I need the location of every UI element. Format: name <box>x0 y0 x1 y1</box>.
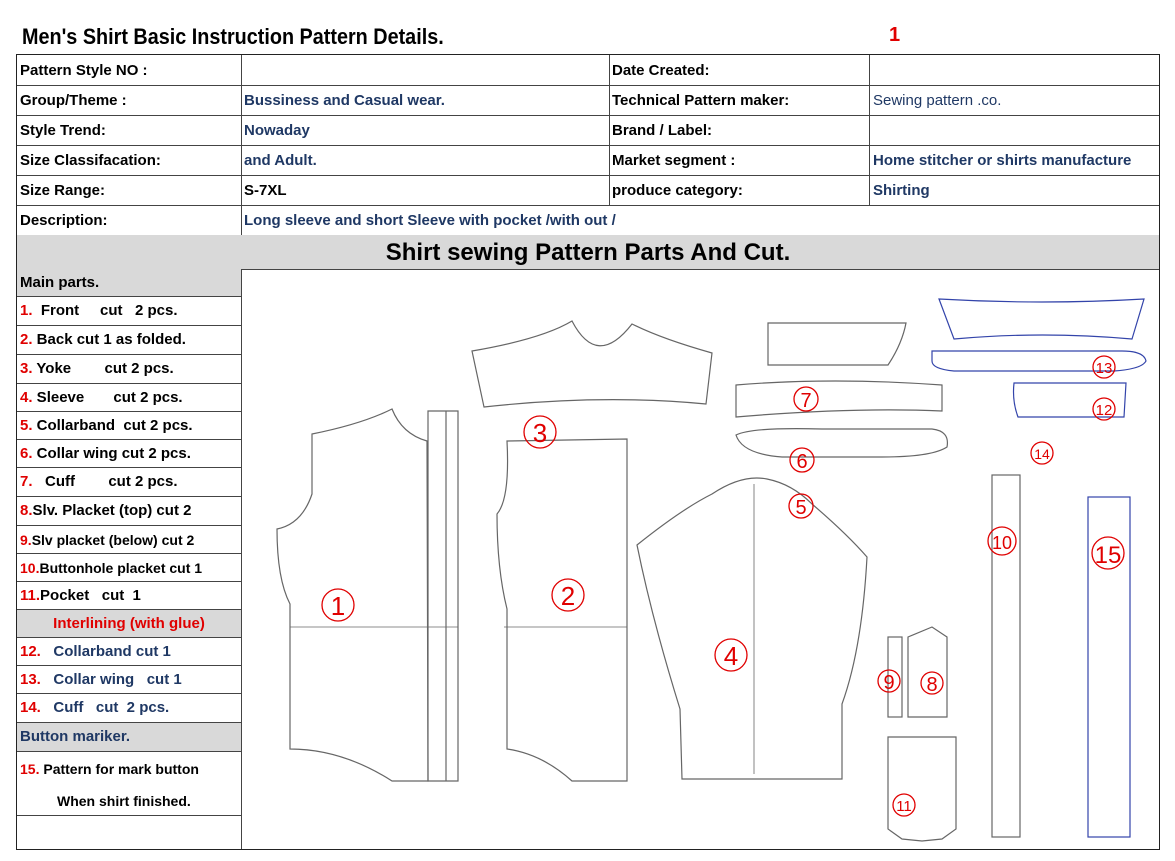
header-row-size-class <box>17 145 1159 176</box>
piece-label-1: 1 <box>330 591 346 621</box>
piece-sleeve <box>637 478 867 779</box>
description-value: Long sleeve and short Sleeve with pocket /with out / <box>244 212 616 229</box>
item-number: 6. <box>20 445 33 462</box>
header-value: Bussiness and Casual wear. <box>244 92 445 109</box>
header-value: Nowaday <box>244 122 310 139</box>
list-item <box>17 297 241 326</box>
item-number: 13. <box>20 671 41 688</box>
header-value-2 <box>873 55 1163 85</box>
header-row-description <box>17 205 1159 236</box>
piece-label-7: 7 <box>800 390 812 412</box>
button-marker-header: Button mariker. <box>17 723 241 752</box>
piece-yoke <box>472 321 712 407</box>
list-item <box>17 326 241 355</box>
piece-interlining-collar-wing <box>939 299 1144 339</box>
header-label-2: Technical Pattern maker: <box>612 92 790 109</box>
item-number: 10. <box>20 560 40 576</box>
header-label-2: Market segment : <box>612 152 736 169</box>
piece-collarband <box>736 429 947 457</box>
header-label-2: Date Created: <box>612 62 710 79</box>
list-item <box>17 384 241 412</box>
list-item <box>17 468 241 497</box>
document-title: Men's Shirt Basic Instruction Pattern Details. <box>22 24 444 49</box>
item-text: Collarband cut 1 <box>40 643 171 660</box>
list-item <box>17 582 241 610</box>
header-row-group-theme <box>17 85 1159 116</box>
item-number: 7. <box>20 473 33 490</box>
list-item <box>17 440 241 468</box>
item-number: 15. <box>20 761 40 777</box>
item-number: 9. <box>20 532 32 548</box>
list-item <box>17 666 241 694</box>
item-number: 3. <box>20 360 33 377</box>
piece-slv-placket-top <box>908 627 947 717</box>
pattern-drawing <box>242 269 1159 849</box>
item-text: Pattern for mark button <box>39 761 199 777</box>
header-row-style-trend <box>17 115 1159 146</box>
item-text: Back cut 1 as folded. <box>32 331 186 348</box>
list-item <box>17 554 241 582</box>
item-text: Collarband cut 2 pcs. <box>32 417 193 434</box>
piece-label-10: 10 <box>991 533 1013 553</box>
piece-label-4: 4 <box>723 641 739 671</box>
piece-label-2: 2 <box>560 581 576 611</box>
item-number: 11. <box>20 587 41 604</box>
page-number: 1 <box>889 24 901 46</box>
item-number: 14. <box>20 699 41 716</box>
main-parts-header: Main parts. <box>17 269 241 297</box>
item-text: Cuff cut 2 pcs. <box>40 699 170 716</box>
item-text: Pocket cut 1 <box>40 587 141 604</box>
piece-label-13: 13 <box>1095 360 1113 377</box>
item-text-2: When shirt finished. <box>57 793 191 809</box>
pattern-sheet <box>16 54 1160 850</box>
button-marker-note <box>17 752 241 816</box>
list-item <box>17 694 241 723</box>
item-text: Collar wing cut 2 pcs. <box>32 445 191 462</box>
parts-list <box>17 269 242 849</box>
header-label: Pattern Style NO : <box>20 62 148 79</box>
item-text: Yoke cut 2 pcs. <box>32 360 174 377</box>
header-value-2: Sewing pattern .co. <box>873 92 1002 109</box>
header-value-2: Home stitcher or shirts manufacture <box>873 152 1132 169</box>
header-label-2: Brand / Label: <box>612 122 713 139</box>
header-value: S-7XL <box>244 182 287 199</box>
item-text: Slv placket (below) cut 2 <box>31 532 195 548</box>
interlining-header: Interlining (with glue) <box>17 610 241 638</box>
header-value <box>244 55 610 85</box>
list-item <box>17 412 241 440</box>
header-label: Size Range: <box>20 182 106 199</box>
item-number: 2. <box>20 331 33 348</box>
piece-label-9: 9 <box>883 672 895 694</box>
piece-label-3: 3 <box>532 418 548 448</box>
piece-label-8: 8 <box>926 674 938 696</box>
header-label: Style Trend: <box>20 122 106 139</box>
item-text: Cuff cut 2 pcs. <box>32 473 178 490</box>
item-number: 5. <box>20 417 33 434</box>
header-row-size-range <box>17 175 1159 206</box>
section-title: Shirt sewing Pattern Parts And Cut. <box>17 235 1159 270</box>
piece-collar-wing <box>736 381 942 417</box>
list-item <box>17 497 241 526</box>
item-text: Front cut 2 pcs. <box>32 302 178 319</box>
header-label: Size Classifacation: <box>20 152 161 169</box>
piece-label-6: 6 <box>796 451 808 473</box>
item-number: 12. <box>20 643 41 660</box>
item-number: 4. <box>20 389 33 406</box>
item-text: Buttonhole placket cut 1 <box>39 560 203 576</box>
column-divider <box>869 55 870 205</box>
header-value: and Adult. <box>244 152 317 169</box>
header-label: Description: <box>20 212 108 229</box>
list-item <box>17 526 241 554</box>
header-value-2: Shirting <box>873 182 930 199</box>
piece-label-14: 14 <box>1034 446 1050 462</box>
list-item <box>17 638 241 666</box>
piece-label-12: 12 <box>1095 402 1113 419</box>
piece-label-15: 15 <box>1094 542 1122 569</box>
column-divider <box>609 55 610 205</box>
piece-buttonhole-placket <box>992 475 1020 837</box>
item-text: Slv. Placket (top) cut 2 <box>32 502 192 519</box>
piece-pocket <box>888 737 956 841</box>
item-text: Sleeve cut 2 pcs. <box>32 389 183 406</box>
item-number: 1. <box>20 302 33 319</box>
piece-label-5: 5 <box>795 497 807 519</box>
piece-cuff <box>768 323 906 365</box>
header-row-pattern-style <box>17 55 1159 86</box>
piece-label-11: 11 <box>896 798 912 815</box>
header-value-2 <box>873 115 1163 145</box>
item-number: 8. <box>20 502 33 519</box>
list-item <box>17 355 241 384</box>
header-label: Group/Theme : <box>20 92 127 109</box>
item-text: Collar wing cut 1 <box>40 671 182 688</box>
column-divider <box>241 55 242 235</box>
header-label-2: produce category: <box>612 182 743 199</box>
piece-front <box>277 409 428 781</box>
piece-front-placket <box>428 411 458 781</box>
divider <box>17 815 241 816</box>
